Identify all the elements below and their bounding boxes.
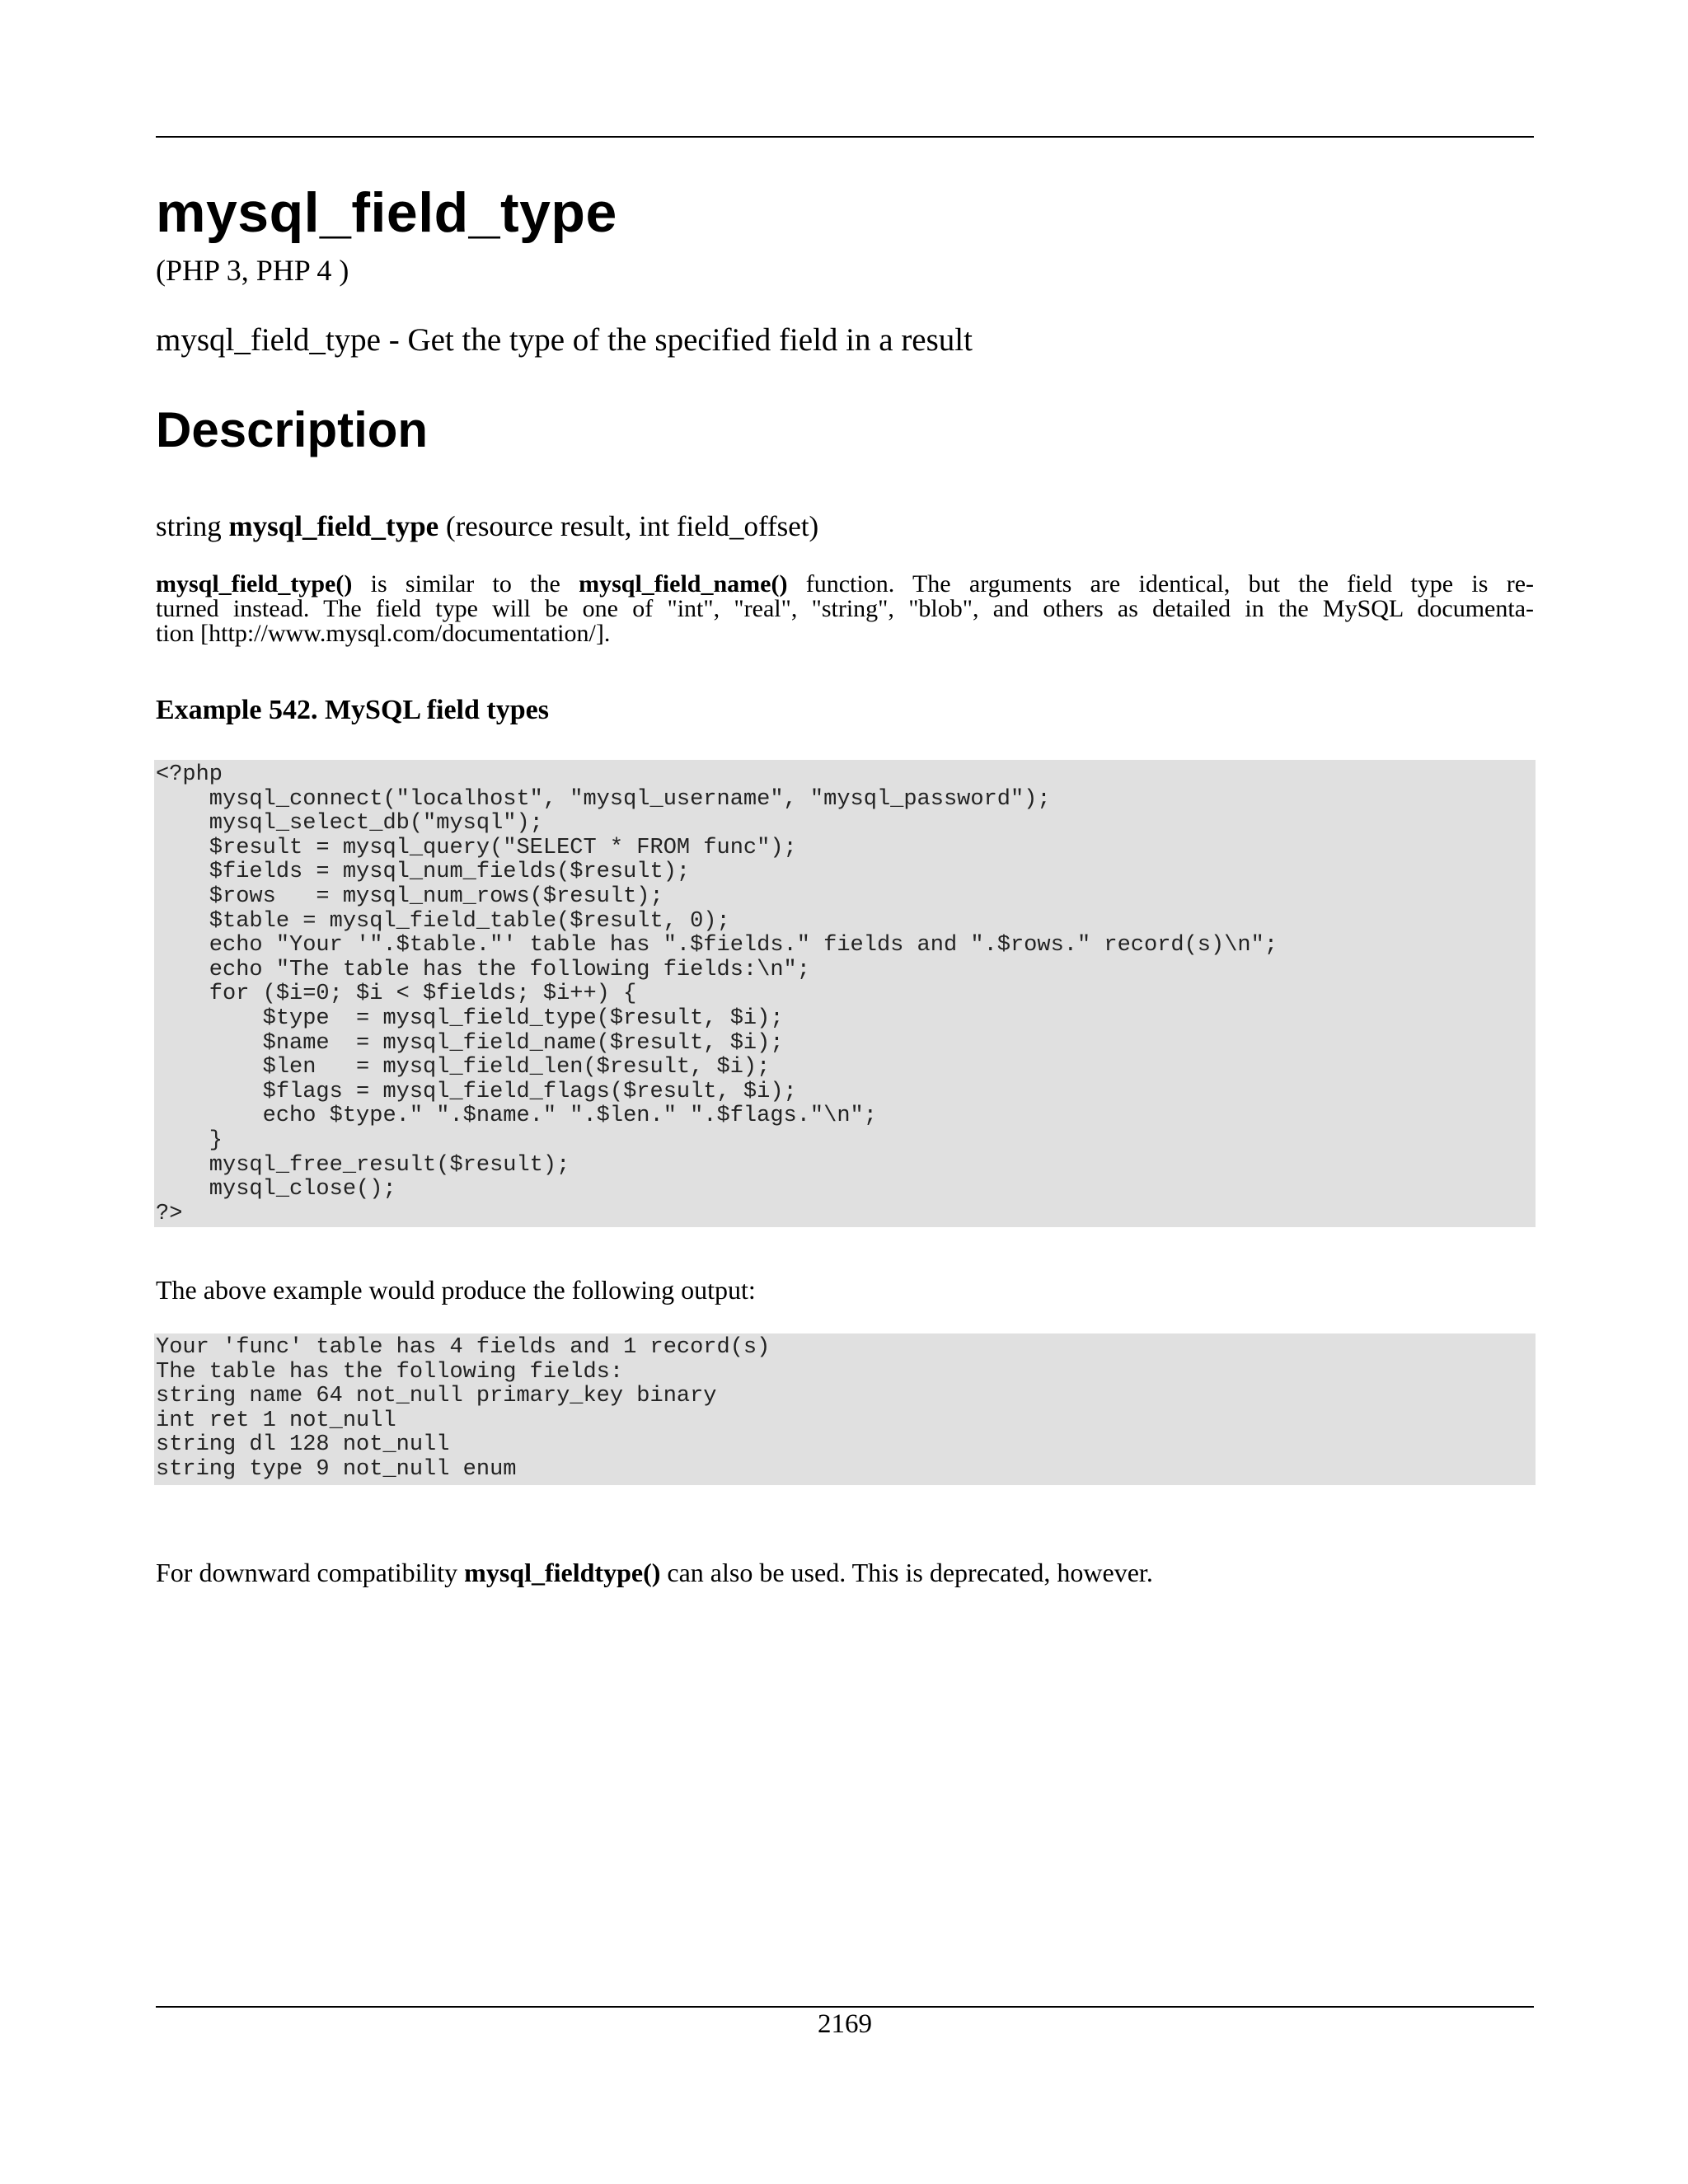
code-line: for ($i=0; $i < $fields; $i++) { [156, 982, 637, 1007]
compat-text-2: can also be used. This is deprecated, however. [667, 1558, 1153, 1587]
header-rule [156, 136, 1534, 138]
paragraph-line-3: tion [http://www.mysql.com/documentation/]. [156, 620, 611, 647]
code-line: $name = mysql_field_name($result, $i); [156, 1030, 784, 1056]
output-line: The table has the following fields: [156, 1359, 624, 1385]
code-line: mysql_connect("localhost", "mysql_username", "mysql_password"); [156, 786, 1051, 812]
code-line: $rows = mysql_num_rows($result); [156, 883, 663, 909]
compatibility-note [156, 1559, 1153, 1586]
code-line: $len = mysql_field_len($result, $i); [156, 1055, 771, 1080]
page-title: mysql_field_type [156, 181, 617, 244]
synopsis-return-type: string [156, 510, 222, 542]
output-line: string dl 128 not_null [156, 1432, 450, 1458]
paragraph-text-2: function. The arguments are identical, but the field type is re- [805, 570, 1535, 598]
code-line: <?php [156, 762, 223, 787]
description-heading: Description [156, 402, 429, 457]
description-paragraph [156, 572, 1534, 646]
page-number: 2169 [818, 2009, 872, 2039]
code-line: $result = mysql_query("SELECT * FROM func"); [156, 835, 797, 860]
code-line: echo $type." ".$name." ".$len." ".$flags."\n"; [156, 1104, 877, 1129]
code-line: $type = mysql_field_type($result, $i); [156, 1005, 784, 1031]
output-line: int ret 1 not_null [156, 1408, 396, 1433]
document-page [156, 0, 1534, 2184]
code-line: ?> [156, 1201, 183, 1226]
code-line: $table = mysql_field_table($result, 0); [156, 908, 730, 934]
code-line: $flags = mysql_field_flags($result, $i); [156, 1079, 797, 1104]
compat-fn-name: mysql_fieldtype() [464, 1558, 661, 1587]
paragraph-line-1 [156, 572, 1534, 597]
output-line: Your 'func' table has 4 fields and 1 record(s) [156, 1335, 771, 1360]
example-title: Example 542. MySQL field types [156, 695, 549, 725]
paragraph-fn-name: mysql_field_type() [156, 570, 353, 598]
code-line: } [156, 1127, 223, 1153]
function-synopsis [156, 512, 818, 541]
code-line: $fields = mysql_num_fields($result); [156, 860, 691, 885]
output-line: string type 9 not_null enum [156, 1456, 517, 1482]
code-line: echo "Your '".$table."' table has ".$fields." fields and ".$rows." record(s)\n"; [156, 933, 1278, 958]
code-line: mysql_select_db("mysql"); [156, 811, 543, 837]
example-output-block [154, 1333, 1536, 1485]
code-line: mysql_free_result($result); [156, 1152, 570, 1178]
synopsis-params: (resource result, int field_offset) [445, 510, 819, 542]
output-intro: The above example would produce the following output: [156, 1275, 756, 1305]
compat-text-1: For downward compatibility [156, 1558, 458, 1587]
code-line: mysql_close(); [156, 1177, 396, 1202]
paragraph-ref-fn: mysql_field_name() [579, 570, 788, 598]
paragraph-line-2: turned instead. The field type will be one of "int", "real", "string", "blob", and others as detailed in the MySQL documenta- [156, 595, 1534, 622]
example-code-block [154, 760, 1536, 1227]
refpurpose: mysql_field_type - Get the type of the specified field in a result [156, 322, 973, 358]
output-line: string name 64 not_null primary_key binary [156, 1384, 717, 1409]
footer-rule [156, 2006, 1534, 2008]
synopsis-function-name: mysql_field_type [228, 510, 439, 542]
paragraph-text-1: is similar to the [370, 570, 560, 598]
code-line: echo "The table has the following fields:\n"; [156, 957, 810, 982]
php-versions: (PHP 3, PHP 4 ) [156, 254, 349, 287]
